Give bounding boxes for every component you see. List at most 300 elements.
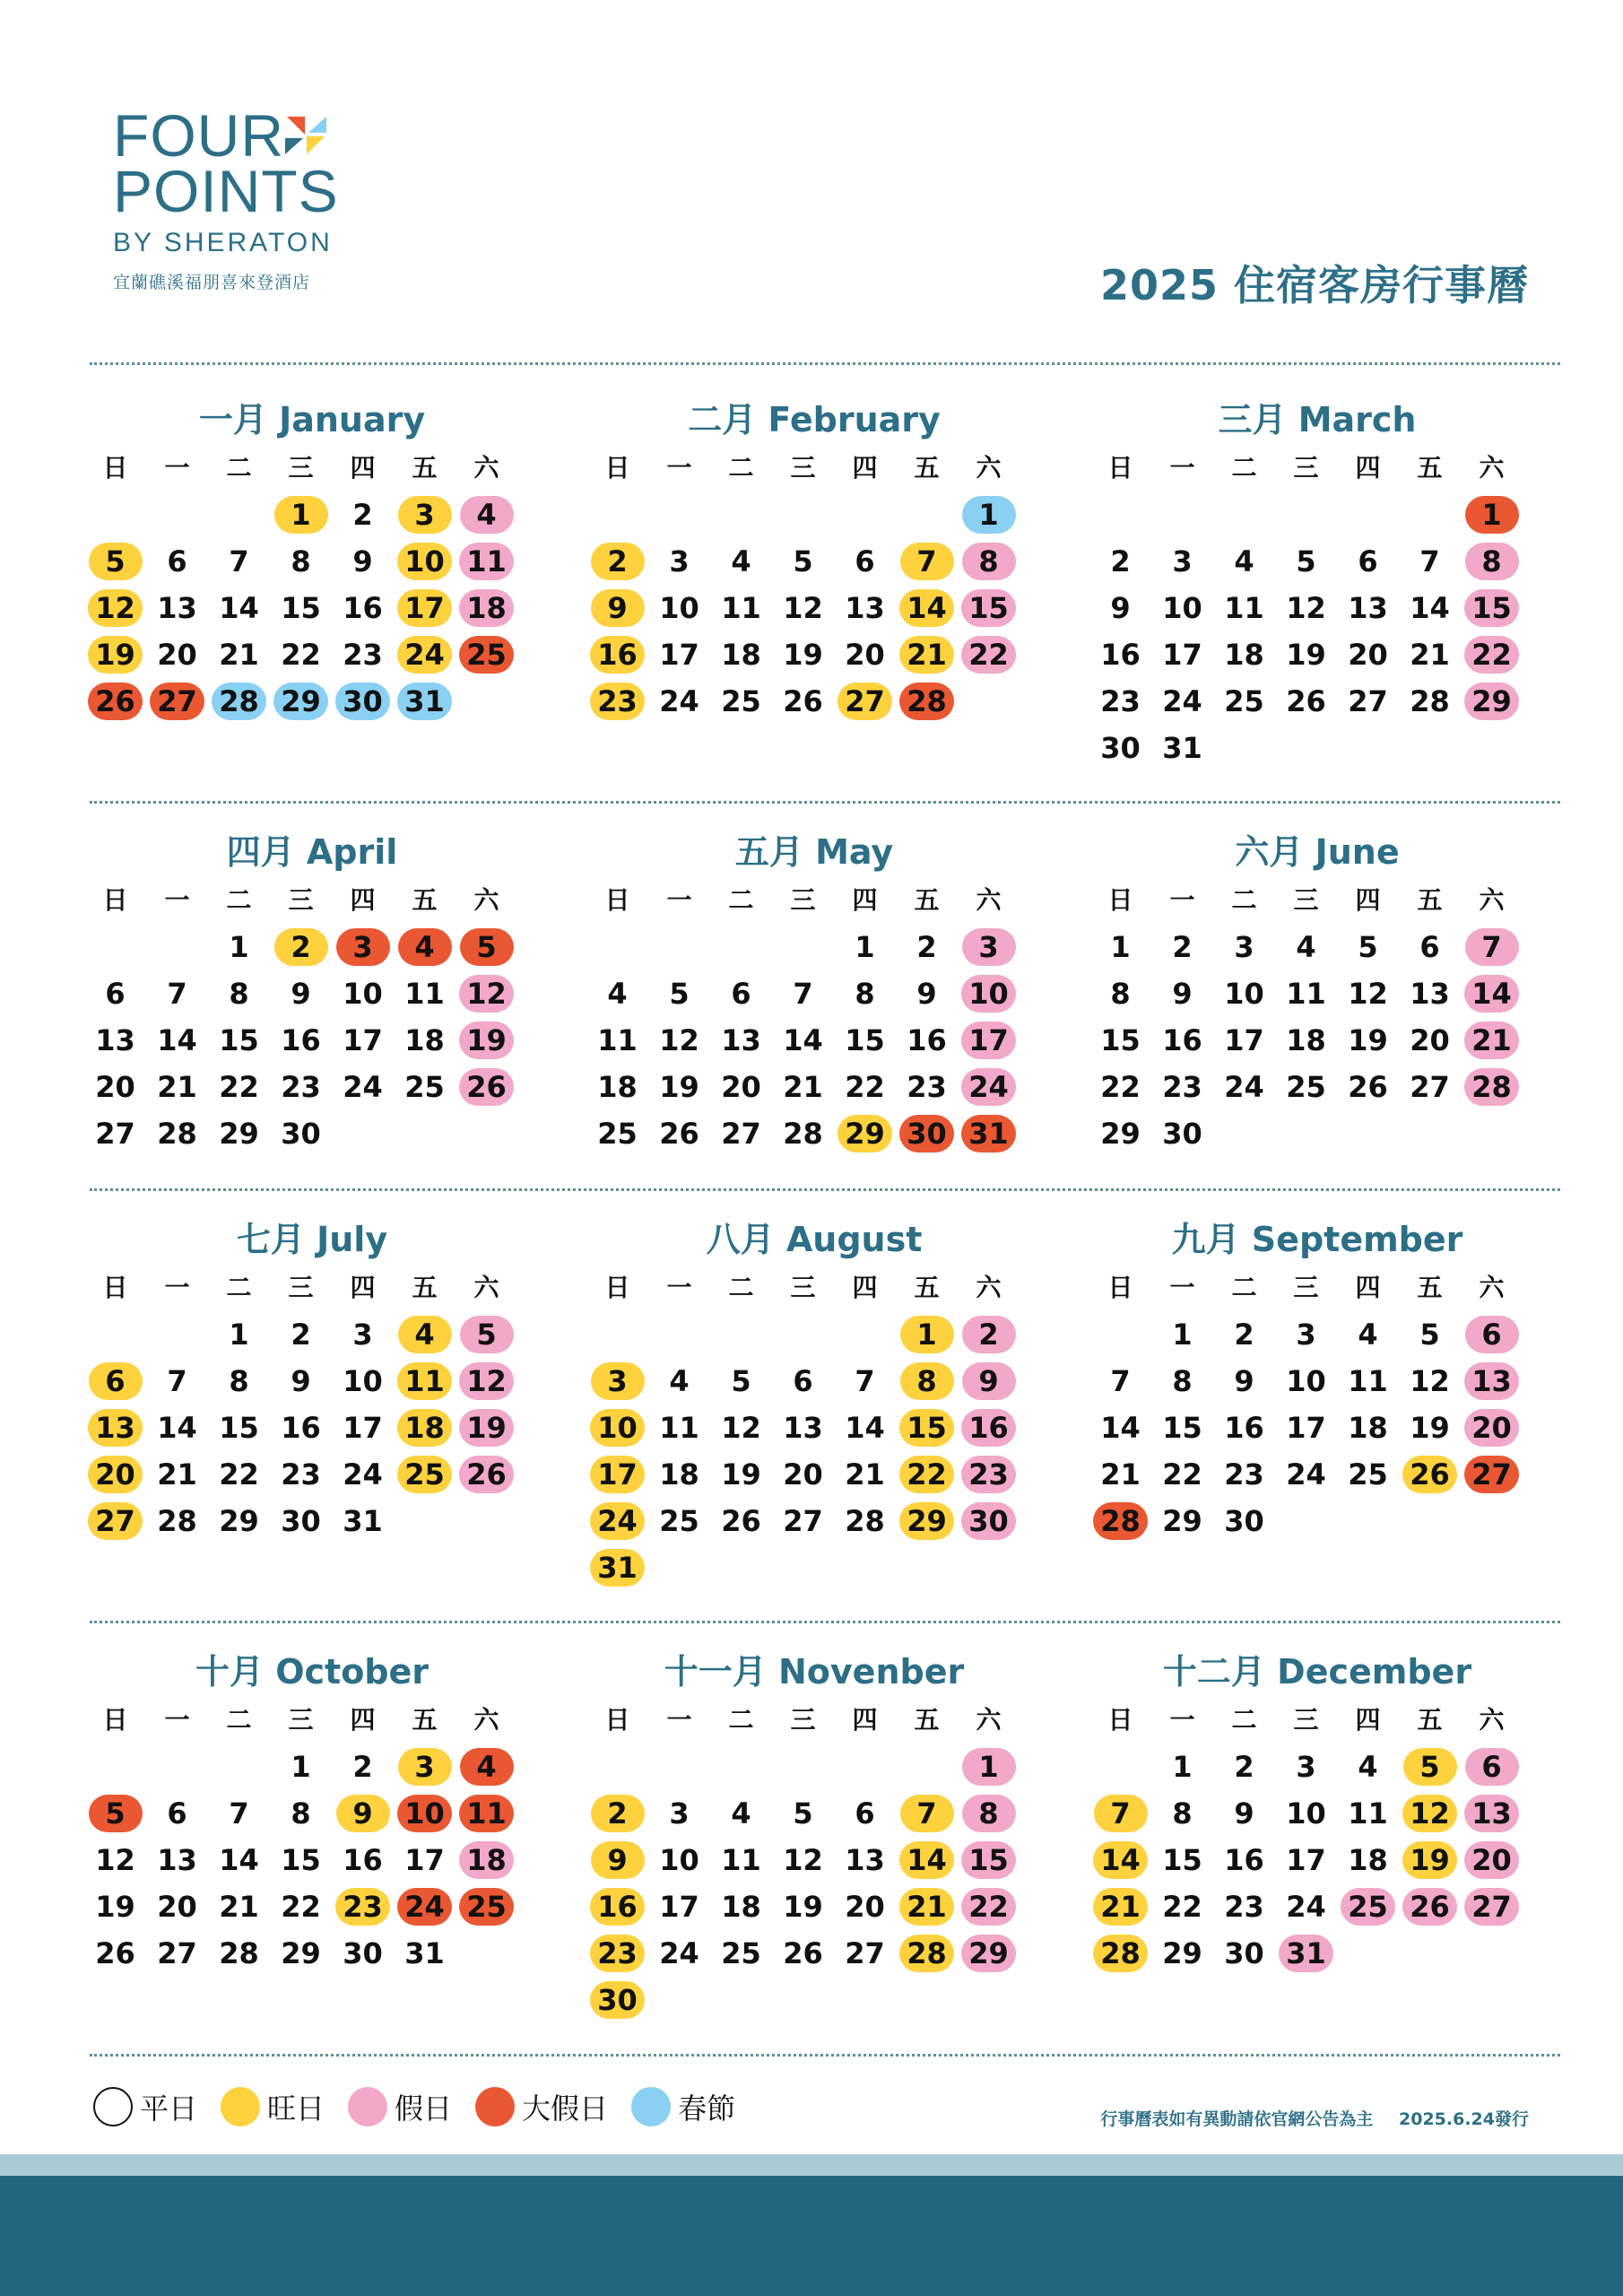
day-number: 17: [659, 638, 699, 672]
pinwheel-logo-icon: [283, 113, 328, 158]
day-cell: [586, 1451, 648, 1498]
weekday-header: 四: [1355, 885, 1381, 915]
month-calendar: [581, 395, 1047, 725]
day-cell: [958, 970, 1020, 1017]
day-cell: [586, 1358, 648, 1405]
day-cell: [648, 1110, 710, 1157]
day-number: 1: [229, 1318, 249, 1352]
empty-cell: [896, 491, 958, 538]
day-number: 16: [1224, 1411, 1264, 1445]
day-cell: [1089, 924, 1151, 970]
day-number: 7: [900, 543, 954, 580]
day-cell: [1275, 1017, 1337, 1064]
day-cell: [146, 1790, 208, 1837]
month-calendar: [79, 1214, 545, 1544]
legend-label: 旺日: [267, 2092, 325, 2126]
day-number: 19: [459, 1022, 514, 1059]
day-cell: [84, 1498, 146, 1544]
day-cell: [208, 1930, 270, 1977]
day-cell: [84, 1930, 146, 1977]
day-cell: [1213, 678, 1275, 725]
day-number: 27: [838, 683, 892, 720]
day-number: 8: [291, 1796, 311, 1831]
day-number: 25: [659, 1504, 699, 1538]
day-cell: [896, 538, 958, 585]
day-cell: [332, 970, 394, 1017]
day-number: 7: [793, 977, 813, 1011]
day-cell: [208, 1110, 270, 1157]
day-number: 26: [1286, 684, 1326, 718]
day-cell: [710, 1790, 772, 1837]
day-cell: [834, 970, 896, 1017]
day-cell: [332, 1930, 394, 1977]
day-cell: [1151, 1930, 1213, 1977]
day-number: 31: [343, 1504, 383, 1538]
weekday-header: 一: [164, 885, 190, 915]
weekday-header: 三: [1293, 885, 1319, 915]
day-number: 8: [291, 544, 311, 578]
day-cell: [270, 1744, 332, 1790]
day-cell: [270, 678, 332, 725]
day-number: 31: [397, 683, 452, 720]
legend-swatch-holiday: [348, 2087, 387, 2126]
day-number: 13: [1348, 591, 1388, 625]
day-cell: [896, 1883, 958, 1930]
day-cell: [772, 1064, 834, 1110]
month-grid: [84, 877, 545, 1157]
weekday-header: 六: [1479, 453, 1505, 483]
day-cell: [896, 1451, 958, 1498]
day-number: 30: [1100, 731, 1141, 765]
day-number: 5: [89, 1795, 143, 1832]
day-number: 28: [1410, 684, 1450, 718]
day-number: 22: [961, 636, 1016, 674]
day-number: 5: [1403, 1748, 1457, 1786]
day-cell: [834, 1883, 896, 1930]
day-number: 27: [1464, 1888, 1519, 1926]
day-number: 1: [855, 930, 875, 964]
day-cell: [208, 1498, 270, 1544]
month-title: 十一月 Novenber: [664, 1652, 965, 1692]
day-cell: [710, 1110, 772, 1157]
day-number: 29: [273, 683, 328, 720]
day-number: 4: [1234, 544, 1254, 578]
day-number: 12: [95, 1843, 135, 1877]
day-cell: [1151, 970, 1213, 1017]
day-cell: [834, 585, 896, 631]
day-number: 9: [352, 544, 373, 578]
day-cell: [84, 970, 146, 1017]
day-number: 14: [1093, 1841, 1148, 1879]
day-cell: [456, 1790, 517, 1837]
day-cell: [270, 1405, 332, 1451]
day-number: 22: [219, 1070, 259, 1104]
day-cell: [1399, 1311, 1461, 1358]
weekday-header: 五: [914, 885, 940, 915]
day-number: 11: [1348, 1796, 1388, 1831]
day-number: 23: [1162, 1070, 1202, 1104]
day-number: 2: [916, 930, 937, 964]
day-cell: [1151, 924, 1213, 970]
day-number: 21: [899, 636, 954, 674]
day-cell: [456, 1883, 517, 1930]
legend-swatch-peak: [221, 2087, 260, 2126]
month-title: 六月 June: [1235, 832, 1400, 872]
day-cell: [710, 678, 772, 725]
day-number: 23: [590, 1935, 645, 1972]
day-cell: [208, 924, 270, 970]
day-cell: [1151, 1451, 1213, 1498]
day-cell: [270, 1064, 332, 1110]
day-cell: [146, 1837, 208, 1883]
month-title: 七月 July: [236, 1220, 388, 1259]
day-number: 21: [219, 638, 259, 672]
day-cell: [896, 1790, 958, 1837]
day-number: 28: [157, 1504, 197, 1538]
day-number: 17: [1162, 638, 1202, 672]
day-cell: [84, 1451, 146, 1498]
day-number: 28: [212, 683, 266, 720]
day-number: 29: [838, 1115, 892, 1152]
weekday-header: 六: [1479, 1273, 1505, 1302]
legend-swatch-weekday: [93, 2087, 133, 2126]
day-number: 20: [845, 1890, 885, 1924]
day-number: 11: [459, 1795, 514, 1832]
day-cell: [586, 1017, 648, 1064]
day-number: 27: [95, 1117, 135, 1151]
month-grid: [586, 445, 1047, 725]
day-cell: [1213, 1064, 1275, 1110]
empty-cell: [84, 1311, 146, 1358]
day-number: 10: [659, 591, 699, 625]
day-number: 19: [1402, 1841, 1457, 1879]
weekday-header: 二: [1231, 1273, 1257, 1302]
day-cell: [270, 491, 332, 538]
day-number: 10: [1224, 977, 1264, 1011]
month-grid: [84, 445, 545, 725]
day-cell: [1089, 678, 1151, 725]
weekday-header: 一: [164, 453, 190, 483]
empty-cell: [1089, 491, 1151, 538]
day-cell: [1213, 1744, 1275, 1790]
weekday-header: 四: [350, 1273, 376, 1302]
day-cell: [1089, 1883, 1151, 1930]
day-cell: [586, 1405, 648, 1451]
divider: [90, 2054, 1560, 2057]
day-number: 21: [219, 1890, 259, 1924]
day-cell: [1275, 1311, 1337, 1358]
day-number: 13: [157, 591, 197, 625]
weekday-header: 二: [226, 885, 252, 915]
day-cell: [772, 1883, 834, 1930]
day-number: 11: [1286, 977, 1326, 1011]
weekday-header: 一: [666, 1273, 692, 1302]
day-number: 13: [157, 1843, 197, 1877]
day-number: 24: [1286, 1890, 1326, 1924]
day-cell: [648, 1405, 710, 1451]
day-cell: [648, 1930, 710, 1977]
day-number: 13: [845, 591, 885, 625]
day-cell: [1399, 678, 1461, 725]
day-cell: [208, 1311, 270, 1358]
day-number: 26: [659, 1117, 699, 1151]
day-number: 9: [591, 1841, 645, 1879]
day-number: 10: [590, 1409, 645, 1447]
day-number: 20: [1348, 638, 1388, 672]
weekday-header: 六: [473, 1705, 499, 1735]
day-cell: [394, 924, 456, 970]
day-number: 23: [335, 1888, 390, 1926]
day-number: 19: [659, 1070, 699, 1104]
day-cell: [772, 1017, 834, 1064]
day-cell: [84, 631, 146, 678]
day-cell: [146, 1358, 208, 1405]
weekday-header: 六: [473, 885, 499, 915]
day-number: 18: [459, 1841, 514, 1879]
legend-swatch-major-holiday: [475, 2087, 515, 2126]
day-number: 19: [1410, 1411, 1450, 1445]
empty-cell: [146, 1744, 208, 1790]
day-cell: [710, 585, 772, 631]
day-number: 26: [459, 1456, 514, 1493]
month-calendar: [1084, 827, 1550, 1157]
day-number: 22: [281, 638, 321, 672]
month-title: 八月 August: [706, 1220, 923, 1259]
day-number: 15: [1162, 1843, 1202, 1877]
day-cell: [1461, 1311, 1523, 1358]
day-cell: [648, 970, 710, 1017]
day-number: 5: [460, 928, 514, 966]
day-cell: [84, 1017, 146, 1064]
day-number: 12: [1348, 977, 1388, 1011]
day-cell: [332, 1405, 394, 1451]
day-number: 13: [1464, 1795, 1519, 1832]
day-number: 14: [783, 1023, 823, 1057]
day-number: 31: [404, 1936, 445, 1970]
day-number: 26: [459, 1068, 514, 1106]
day-cell: [84, 1064, 146, 1110]
day-number: 18: [459, 589, 514, 627]
day-cell: [834, 1110, 896, 1157]
day-number: 1: [900, 1316, 954, 1353]
day-cell: [1399, 538, 1461, 585]
day-number: 23: [1100, 684, 1141, 718]
day-number: 28: [783, 1117, 823, 1151]
day-cell: [394, 585, 456, 631]
day-cell: [270, 585, 332, 631]
day-number: 15: [219, 1023, 259, 1057]
day-number: 17: [1286, 1843, 1326, 1877]
day-number: 7: [1419, 544, 1440, 578]
legend-item: [221, 2086, 325, 2127]
day-cell: [1461, 1837, 1523, 1883]
month-grid: [586, 1265, 1047, 1591]
day-cell: [648, 585, 710, 631]
weekday-header: 二: [226, 1705, 252, 1735]
day-cell: [1399, 631, 1461, 678]
weekday-header: 日: [102, 1705, 128, 1735]
day-number: 16: [281, 1023, 321, 1057]
day-cell: [332, 1064, 394, 1110]
day-number: 2: [352, 498, 373, 532]
day-number: 18: [1224, 638, 1264, 672]
weekday-header: 三: [1293, 453, 1319, 483]
day-cell: [772, 1358, 834, 1405]
day-number: 16: [343, 1843, 383, 1877]
day-cell: [394, 538, 456, 585]
day-number: 5: [460, 1316, 514, 1353]
day-number: 20: [1464, 1841, 1519, 1879]
day-cell: [208, 1451, 270, 1498]
day-cell: [270, 1930, 332, 1977]
day-cell: [1151, 1110, 1213, 1157]
day-cell: [834, 1405, 896, 1451]
day-number: 14: [219, 591, 259, 625]
day-cell: [1399, 1883, 1461, 1930]
day-cell: [1337, 1017, 1399, 1064]
day-number: 22: [845, 1070, 885, 1104]
day-number: 15: [961, 1841, 1016, 1879]
day-number: 24: [343, 1457, 383, 1492]
day-cell: [1213, 1017, 1275, 1064]
day-number: 3: [1296, 1750, 1316, 1784]
day-number: 13: [1464, 1362, 1519, 1400]
hotel-name: 宜蘭礁溪福朋喜來登酒店: [113, 273, 311, 292]
day-number: 14: [157, 1411, 197, 1445]
day-number: 2: [1234, 1318, 1254, 1352]
day-number: 4: [1296, 930, 1316, 964]
day-number: 6: [1465, 1316, 1519, 1353]
day-number: 19: [1348, 1023, 1388, 1057]
day-number: 23: [961, 1456, 1016, 1493]
day-number: 9: [1172, 977, 1193, 1011]
day-number: 11: [659, 1411, 699, 1445]
day-number: 24: [1224, 1070, 1264, 1104]
day-number: 18: [397, 1409, 452, 1447]
day-cell: [710, 1064, 772, 1110]
day-cell: [270, 1017, 332, 1064]
day-cell: [1089, 585, 1151, 631]
day-number: 1: [1465, 496, 1519, 534]
day-cell: [1399, 970, 1461, 1017]
day-number: 6: [1419, 930, 1440, 964]
month-grid: [84, 1265, 545, 1544]
empty-cell: [896, 1744, 958, 1790]
day-cell: [146, 970, 208, 1017]
day-number: 26: [783, 684, 823, 718]
empty-cell: [710, 1311, 772, 1358]
day-number: 25: [1348, 1457, 1388, 1492]
day-cell: [896, 1498, 958, 1544]
day-cell: [648, 1837, 710, 1883]
day-cell: [958, 1498, 1020, 1544]
empty-cell: [834, 491, 896, 538]
logo-line-points: POINTS: [113, 158, 339, 224]
day-cell: [958, 1110, 1020, 1157]
day-cell: [332, 1837, 394, 1883]
day-number: 1: [962, 1748, 1016, 1786]
day-number: 6: [731, 977, 751, 1011]
day-number: 19: [95, 1890, 135, 1924]
day-number: 30: [1162, 1117, 1202, 1151]
day-cell: [1151, 1790, 1213, 1837]
day-number: 7: [167, 977, 187, 1011]
day-number: 16: [907, 1023, 947, 1057]
day-number: 18: [659, 1457, 699, 1492]
weekday-header: 五: [412, 1705, 438, 1735]
day-number: 30: [961, 1502, 1016, 1540]
day-number: 16: [1224, 1843, 1264, 1877]
weekday-header: 六: [976, 1705, 1002, 1735]
day-cell: [1337, 1405, 1399, 1451]
day-number: 20: [88, 1456, 143, 1493]
day-cell: [208, 1790, 270, 1837]
day-cell: [648, 678, 710, 725]
weekday-header: 四: [1355, 453, 1381, 483]
empty-cell: [146, 924, 208, 970]
day-cell: [896, 970, 958, 1017]
page-title: 2025 住宿客房行事曆: [1099, 261, 1529, 309]
weekday-header: 三: [288, 885, 314, 915]
day-number: 27: [157, 1936, 197, 1970]
day-number: 23: [281, 1070, 321, 1104]
day-cell: [84, 1837, 146, 1883]
day-cell: [270, 1451, 332, 1498]
month-grid: [1089, 1697, 1550, 1977]
day-number: 1: [1172, 1318, 1193, 1352]
weekday-header: 一: [666, 1705, 692, 1735]
day-cell: [586, 1498, 648, 1544]
day-number: 23: [590, 683, 645, 720]
empty-cell: [1275, 491, 1337, 538]
day-number: 27: [1464, 1456, 1519, 1493]
month-grid: [84, 1697, 545, 1977]
day-number: 31: [1279, 1935, 1333, 1972]
day-cell: [710, 970, 772, 1017]
day-cell: [1461, 538, 1523, 585]
day-cell: [1337, 1837, 1399, 1883]
day-number: 6: [105, 977, 126, 1011]
day-number: 24: [1286, 1457, 1326, 1492]
day-number: 21: [1100, 1457, 1141, 1492]
empty-cell: [84, 1744, 146, 1790]
empty-cell: [772, 1311, 834, 1358]
day-number: 27: [1410, 1070, 1450, 1104]
day-cell: [834, 538, 896, 585]
day-cell: [1213, 538, 1275, 585]
day-number: 19: [88, 636, 143, 674]
legend-label: 平日: [140, 2092, 198, 2126]
day-cell: [1461, 585, 1523, 631]
day-cell: [1399, 1358, 1461, 1405]
day-cell: [1151, 1883, 1213, 1930]
day-cell: [1399, 1451, 1461, 1498]
day-number: 30: [1224, 1504, 1264, 1538]
day-number: 5: [793, 1796, 813, 1831]
month-grid: [586, 1697, 1047, 2023]
day-number: 17: [590, 1456, 645, 1493]
day-cell: [456, 1451, 517, 1498]
day-cell: [1275, 1790, 1337, 1837]
empty-cell: [586, 1311, 648, 1358]
day-number: 7: [167, 1364, 187, 1398]
day-cell: [958, 538, 1020, 585]
day-number: 30: [343, 1936, 383, 1970]
day-cell: [896, 678, 958, 725]
day-number: 27: [150, 683, 204, 720]
day-number: 24: [397, 636, 452, 674]
day-number: 2: [591, 543, 645, 580]
